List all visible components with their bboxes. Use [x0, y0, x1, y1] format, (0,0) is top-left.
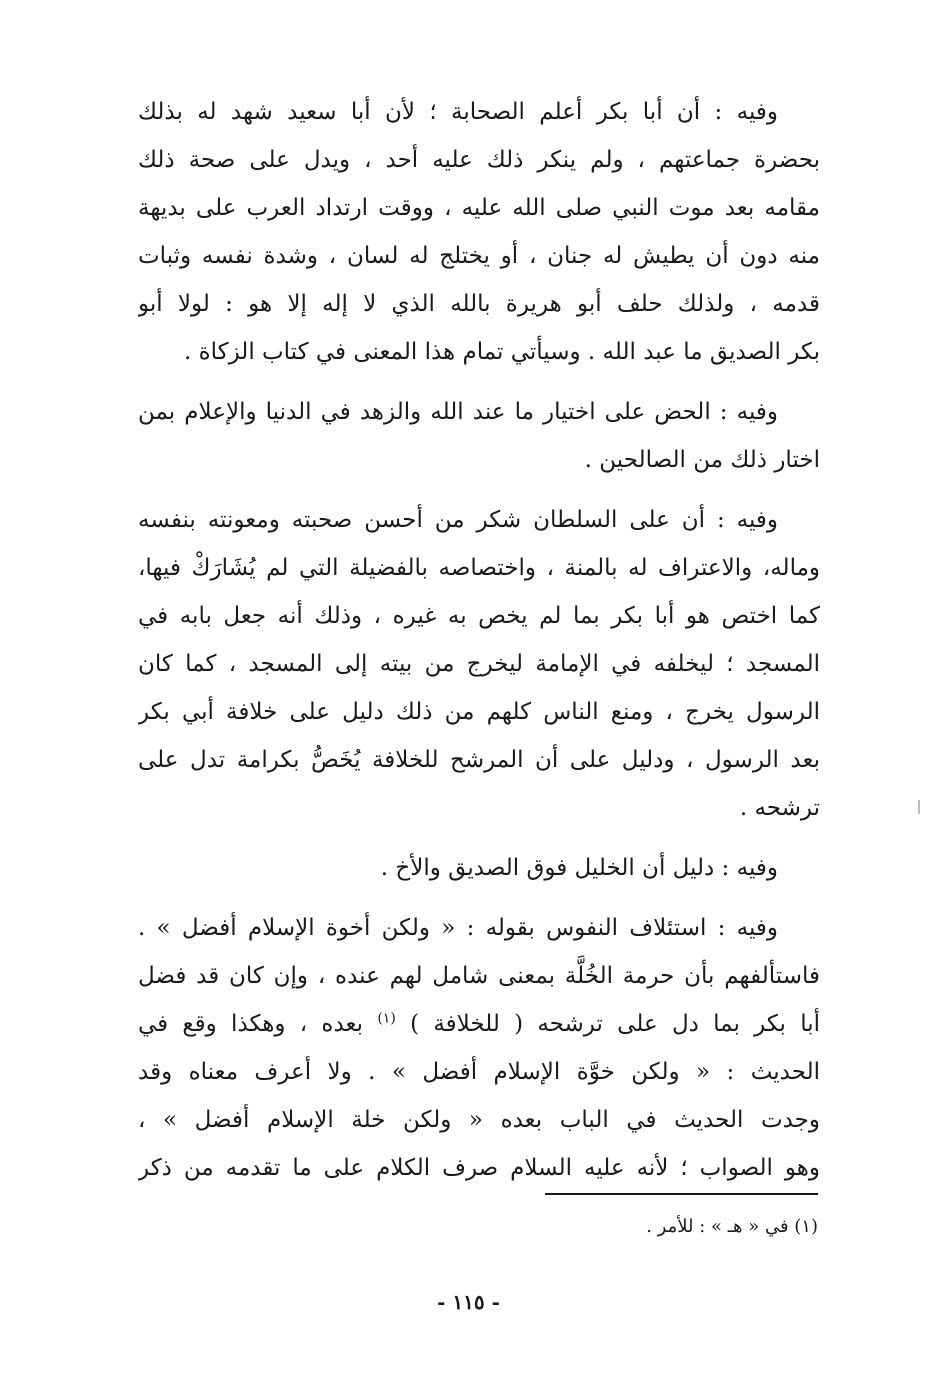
footnote-reference: (١): [377, 1010, 396, 1027]
text-line: الحديث : « ولكن خوَّة الإسلام أفضل » . ولا أعرف معناه وقد: [138, 1059, 820, 1085]
text-line: وفيه : الحض على اختيار ما عند الله والزهد في الدنيا والإعلام بمن: [138, 399, 778, 425]
text-line: وهو الصواب ؛ لأنه عليه السلام صرف الكلام على ما تقدمه من ذكر: [138, 1155, 820, 1181]
paragraph-1: [138, 88, 820, 376]
text-line: وجدت الحديث في الباب بعده « ولكن خلة الإسلام أفضل » ،: [138, 1107, 820, 1133]
text-line: فاستألفهم بأن حرمة الخُلَّة بمعنى شامل لهم عنده ، وإن كان قد فضل: [138, 963, 820, 989]
main-text: [138, 88, 820, 1192]
page-number: - ١١٥ -: [437, 1290, 500, 1314]
text-segment: بعده ، وهكذا وقع في: [138, 1011, 364, 1037]
scan-mark: [918, 800, 920, 814]
paragraph-4: [138, 844, 820, 892]
footnote-divider: [545, 1193, 818, 1195]
footnote: (١) في « هـ » : للأمر .: [646, 1216, 818, 1237]
text-line: وماله، والاعتراف له بالمنة ، واختصاصه بالفضيلة التي لم يُشَارَكْ فيها،: [138, 555, 820, 581]
text-line: اختار ذلك من الصالحين .: [584, 447, 820, 473]
text-line-with-footnote: [138, 1000, 820, 1048]
text-line: كما اختص هو أبا بكر بما لم يخص به غيره ، وذلك أنه جعل بابه في: [138, 603, 820, 629]
paragraph-3: [138, 496, 820, 832]
text-line: الرسول يخرج ، ومنع الناس كلهم من ذلك دليل على خلافة أبي بكر: [138, 699, 820, 725]
text-line: وفيه : دليل أن الخليل فوق الصديق والأخ .: [380, 855, 778, 881]
text-line: وفيه : أن أبا بكر أعلم الصحابة ؛ لأن أبا سعيد شهد له بذلك: [138, 99, 778, 125]
text-line: مقامه بعد موت النبي صلى الله عليه ، ووقت ارتداد العرب على بديهة: [138, 195, 820, 221]
text-line: المسجد ؛ ليخلفه في الإمامة ليخرج من بيته إلى المسجد ، كما كان: [138, 651, 820, 677]
text-line: وفيه : استئلاف النفوس بقوله : « ولكن أخوة الإسلام أفضل » .: [138, 915, 778, 941]
text-line: منه دون أن يطيش له جنان ، أو يختلج له لسان ، وشدة نفسه وثبات: [138, 243, 820, 269]
text-line: ترشحه .: [739, 795, 820, 821]
text-segment: أبا بكر بما دل على ترشحه ( للخلافة ): [410, 1011, 820, 1037]
text-line: بعد الرسول ، ودليل على أن المرشح للخلافة يُخَصُّ بكرامة تدل على: [138, 747, 820, 773]
text-line: بكر الصديق ما عبد الله . وسيأتي تمام هذا المعنى في كتاب الزكاة .: [183, 339, 820, 365]
text-line: بحضرة جماعتهم ، ولم ينكر ذلك عليه أحد ، ويدل على صحة ذلك: [138, 147, 820, 173]
paragraph-5: [138, 904, 820, 1192]
text-line: وفيه : أن على السلطان شكر من أحسن صحبته ومعونته بنفسه: [138, 507, 778, 533]
paragraph-2: [138, 388, 820, 484]
text-line: قدمه ، ولذلك حلف أبو هريرة بالله الذي لا إله إلا هو : لولا أبو: [138, 291, 820, 317]
